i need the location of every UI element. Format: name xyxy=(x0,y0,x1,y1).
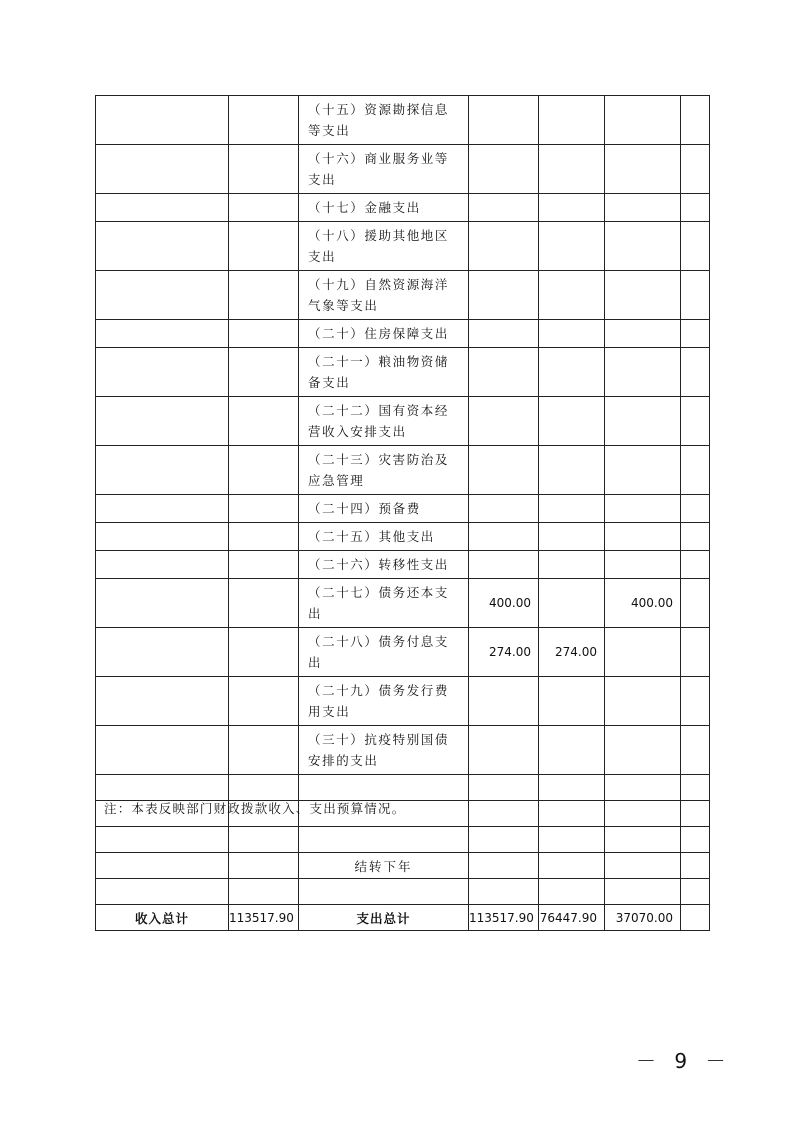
income-item-cell xyxy=(96,726,229,775)
expense-total-cell xyxy=(469,271,539,320)
expense-total-cell xyxy=(469,879,539,905)
table-row xyxy=(96,446,710,495)
income-amount-cell xyxy=(229,397,299,446)
expense-project-cell xyxy=(605,222,681,271)
expense-project-cell xyxy=(605,801,681,827)
expense-basic-cell xyxy=(539,853,605,879)
empty-cell xyxy=(681,523,710,551)
income-item-cell xyxy=(96,320,229,348)
expense-project-cell xyxy=(605,726,681,775)
expense-item-cell: （二十七）债务还本支出 xyxy=(299,579,469,628)
expense-total-cell xyxy=(469,827,539,853)
table-row xyxy=(96,677,710,726)
expense-total-cell xyxy=(469,320,539,348)
expense-basic-value: 76447.90 xyxy=(539,905,605,931)
income-item-cell xyxy=(96,96,229,145)
empty-cell xyxy=(681,579,710,628)
table-row xyxy=(96,145,710,194)
expense-item-cell: （十六）商业服务业等支出 xyxy=(299,145,469,194)
empty-cell xyxy=(681,677,710,726)
expense-total-cell xyxy=(469,495,539,523)
expense-total-cell: 400.00 xyxy=(469,579,539,628)
income-amount-cell xyxy=(229,879,299,905)
table-note: 注：本表反映部门财政拨款收入、支出预算情况。 xyxy=(104,801,406,816)
expense-item-cell xyxy=(299,775,469,801)
expense-item-cell: （二十六）转移性支出 xyxy=(299,551,469,579)
expense-item-cell: （三十）抗疫特别国债安排的支出 xyxy=(299,726,469,775)
table-row xyxy=(96,96,710,145)
table-row xyxy=(96,523,710,551)
expense-project-cell xyxy=(605,853,681,879)
income-amount-cell xyxy=(229,775,299,801)
income-amount-cell xyxy=(229,853,299,879)
income-item-cell xyxy=(96,827,229,853)
expense-item-cell: （二十八）债务付息支出 xyxy=(299,628,469,677)
table-row xyxy=(96,551,710,579)
income-amount-cell xyxy=(229,96,299,145)
expense-basic-cell xyxy=(539,579,605,628)
expense-item-cell: （十八）援助其他地区支出 xyxy=(299,222,469,271)
expense-project-cell xyxy=(605,271,681,320)
expense-project-cell xyxy=(605,96,681,145)
table-row xyxy=(96,827,710,853)
income-amount-cell xyxy=(229,579,299,628)
income-amount-cell xyxy=(229,726,299,775)
expense-project-cell xyxy=(605,320,681,348)
empty-cell xyxy=(681,726,710,775)
expense-basic-cell: 274.00 xyxy=(539,628,605,677)
expense-project-cell xyxy=(605,397,681,446)
table-row xyxy=(96,628,710,677)
expense-project-cell xyxy=(605,523,681,551)
income-item-cell xyxy=(96,551,229,579)
expense-project-cell xyxy=(605,879,681,905)
income-item-cell xyxy=(96,853,229,879)
table-row xyxy=(96,495,710,523)
expense-project-cell xyxy=(605,775,681,801)
income-item-cell xyxy=(96,446,229,495)
empty-cell xyxy=(681,222,710,271)
income-item-cell xyxy=(96,222,229,271)
expense-total-cell xyxy=(469,726,539,775)
expense-total-cell xyxy=(469,551,539,579)
table-row xyxy=(96,271,710,320)
expense-basic-cell xyxy=(539,775,605,801)
expense-item-cell: （二十三）灾害防治及应急管理 xyxy=(299,446,469,495)
expense-basic-cell xyxy=(539,222,605,271)
expense-basic-cell xyxy=(539,96,605,145)
expense-project-cell xyxy=(605,628,681,677)
expense-total-cell xyxy=(469,348,539,397)
empty-cell xyxy=(681,96,710,145)
income-amount-cell xyxy=(229,145,299,194)
expense-item-cell: （二十五）其他支出 xyxy=(299,523,469,551)
expense-basic-cell xyxy=(539,446,605,495)
table-row xyxy=(96,853,710,879)
empty-cell xyxy=(681,145,710,194)
income-item-cell xyxy=(96,348,229,397)
expense-project-cell xyxy=(605,446,681,495)
expense-total-cell xyxy=(469,194,539,222)
empty-cell xyxy=(681,271,710,320)
expense-basic-cell xyxy=(539,677,605,726)
total-row xyxy=(96,905,710,931)
income-amount-cell xyxy=(229,523,299,551)
expense-project-cell xyxy=(605,348,681,397)
expense-total-cell xyxy=(469,222,539,271)
empty-cell xyxy=(681,879,710,905)
income-item-cell xyxy=(96,677,229,726)
income-item-cell xyxy=(96,879,229,905)
expense-item-cell: 结转下年 xyxy=(299,853,469,879)
empty-cell xyxy=(681,628,710,677)
table-row xyxy=(96,726,710,775)
expense-project-cell: 400.00 xyxy=(605,579,681,628)
income-item-cell xyxy=(96,194,229,222)
income-amount-cell xyxy=(229,194,299,222)
expense-total-cell xyxy=(469,446,539,495)
expense-item-cell xyxy=(299,879,469,905)
expense-item-cell: （二十）住房保障支出 xyxy=(299,320,469,348)
income-total-label: 收入总计 xyxy=(96,905,229,931)
expense-project-cell xyxy=(605,495,681,523)
page-number: － 9 － xyxy=(636,1049,732,1073)
income-amount-cell xyxy=(229,628,299,677)
income-amount-cell xyxy=(229,320,299,348)
table-row xyxy=(96,579,710,628)
income-total-value: 113517.90 xyxy=(229,905,299,931)
expense-basic-cell xyxy=(539,271,605,320)
empty-cell xyxy=(681,446,710,495)
expense-basic-cell xyxy=(539,495,605,523)
expense-project-cell xyxy=(605,551,681,579)
expense-total-cell xyxy=(469,775,539,801)
expense-basic-cell xyxy=(539,827,605,853)
empty-cell xyxy=(681,495,710,523)
income-amount-cell xyxy=(229,551,299,579)
expense-total-cell xyxy=(469,145,539,194)
expense-basic-cell xyxy=(539,726,605,775)
expense-total-cell xyxy=(469,523,539,551)
table-row xyxy=(96,775,710,801)
income-amount-cell xyxy=(229,495,299,523)
income-item-cell xyxy=(96,271,229,320)
expense-total-cell xyxy=(469,853,539,879)
income-item-cell xyxy=(96,628,229,677)
empty-cell xyxy=(681,551,710,579)
expense-item-cell: （十五）资源勘探信息等支出 xyxy=(299,96,469,145)
expense-basic-cell xyxy=(539,194,605,222)
expense-project-cell xyxy=(605,145,681,194)
expense-item-cell: （二十九）债务发行费用支出 xyxy=(299,677,469,726)
expense-basic-cell xyxy=(539,551,605,579)
table-row xyxy=(96,320,710,348)
table-row xyxy=(96,397,710,446)
expense-item-cell: （十七）金融支出 xyxy=(299,194,469,222)
income-item-cell xyxy=(96,579,229,628)
expense-item-cell: （十九）自然资源海洋气象等支出 xyxy=(299,271,469,320)
expense-basic-cell xyxy=(539,348,605,397)
expense-basic-cell xyxy=(539,145,605,194)
income-item-cell xyxy=(96,145,229,194)
empty-cell xyxy=(681,801,710,827)
expense-basic-cell xyxy=(539,397,605,446)
empty-cell xyxy=(681,775,710,801)
income-item-cell xyxy=(96,523,229,551)
income-amount-cell xyxy=(229,271,299,320)
expense-project-cell xyxy=(605,827,681,853)
income-amount-cell xyxy=(229,446,299,495)
table-row xyxy=(96,222,710,271)
expense-item-cell: （二十四）预备费 xyxy=(299,495,469,523)
income-amount-cell xyxy=(229,827,299,853)
expense-total-cell xyxy=(469,677,539,726)
expense-basic-cell xyxy=(539,879,605,905)
expense-total-cell xyxy=(469,96,539,145)
table-row xyxy=(96,194,710,222)
expense-project-value: 37070.00 xyxy=(605,905,681,931)
expense-project-cell xyxy=(605,677,681,726)
expense-total-cell xyxy=(469,397,539,446)
table-row xyxy=(96,348,710,397)
income-item-cell xyxy=(96,495,229,523)
table-body xyxy=(96,96,710,905)
expense-total-cell: 274.00 xyxy=(469,628,539,677)
expense-basic-cell xyxy=(539,320,605,348)
income-amount-cell xyxy=(229,222,299,271)
expense-total-cell xyxy=(469,801,539,827)
empty-cell xyxy=(681,397,710,446)
expense-basic-cell xyxy=(539,801,605,827)
table-row xyxy=(96,879,710,905)
empty-cell xyxy=(681,905,710,931)
expense-project-cell xyxy=(605,194,681,222)
income-amount-cell xyxy=(229,348,299,397)
expense-item-cell: （二十一）粮油物资储备支出 xyxy=(299,348,469,397)
expense-total-label: 支出总计 xyxy=(299,905,469,931)
expense-item-cell xyxy=(299,827,469,853)
expense-item-cell: （二十二）国有资本经营收入安排支出 xyxy=(299,397,469,446)
empty-cell xyxy=(681,320,710,348)
income-item-cell xyxy=(96,775,229,801)
expense-total-value: 113517.90 xyxy=(469,905,539,931)
empty-cell xyxy=(681,827,710,853)
empty-cell xyxy=(681,853,710,879)
empty-cell xyxy=(681,194,710,222)
income-item-cell xyxy=(96,397,229,446)
empty-cell xyxy=(681,348,710,397)
expense-basic-cell xyxy=(539,523,605,551)
income-amount-cell xyxy=(229,677,299,726)
